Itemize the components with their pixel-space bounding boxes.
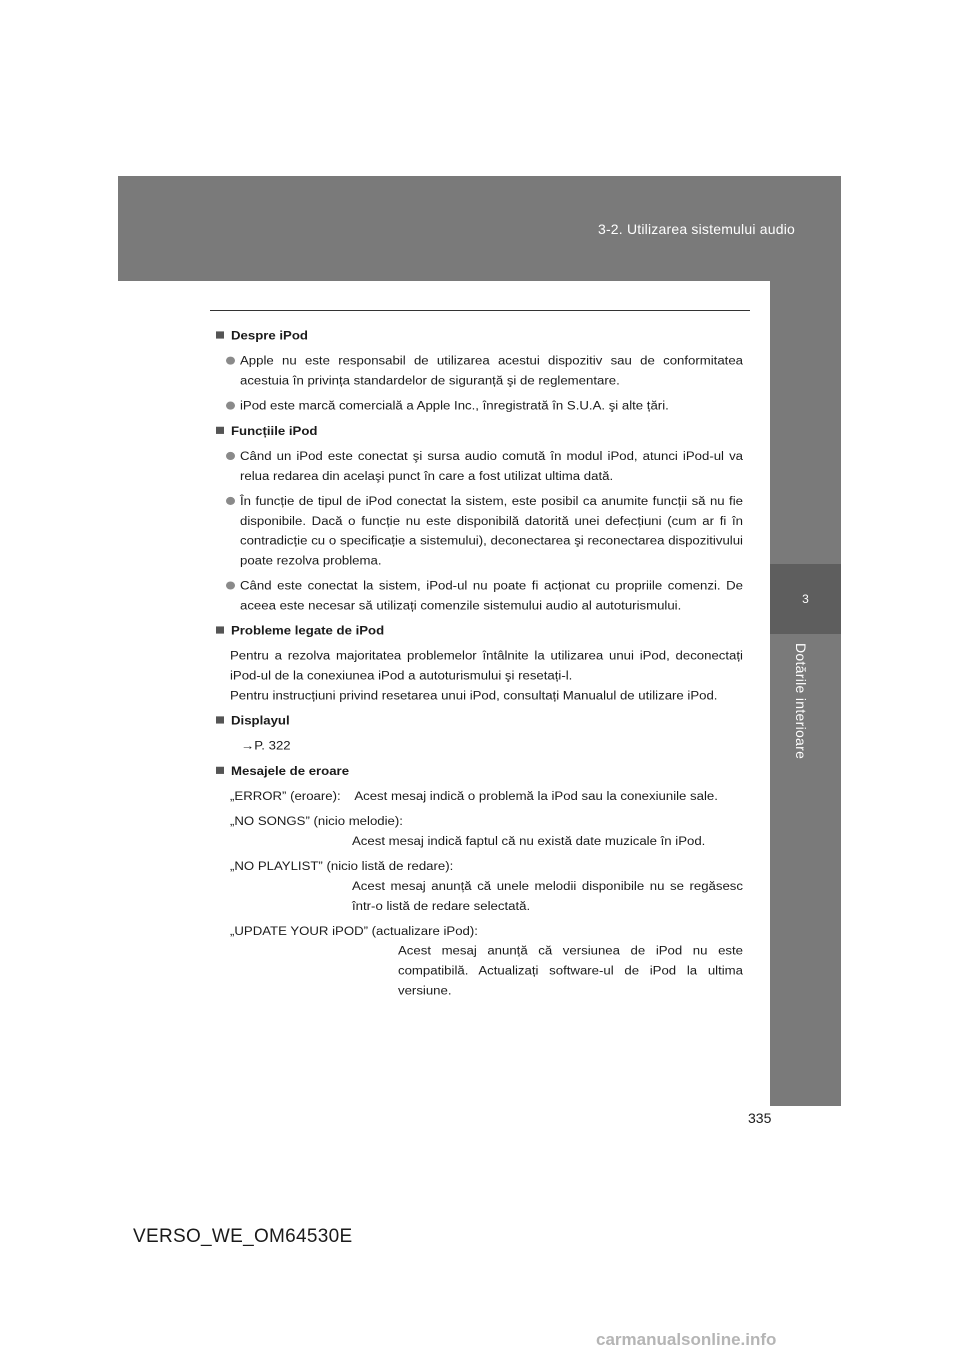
message-label: „NO SONGS” (nicio melodie): [230, 814, 403, 828]
section-ipod-problems [216, 621, 743, 706]
list-item: Apple nu este responsabil de utilizarea acestui dispozitiv sau de conformitatea acestuia în privința standardelor de siguranță şi de reglementare. [216, 351, 743, 391]
chapter-tab [770, 564, 841, 634]
square-bullet-icon [216, 331, 224, 338]
square-bullet-icon [216, 716, 224, 723]
document-code: VERSO_WE_OM64530E [133, 1226, 353, 1247]
message-text: Acest mesaj indică faptul că nu există date muzicale în iPod. [352, 834, 706, 848]
page-reference: →P. 322 [241, 738, 291, 753]
section-error-messages [216, 761, 743, 1000]
section-heading: Mesajele de eroare [231, 764, 350, 778]
round-bullet-icon [226, 452, 235, 460]
message-text: Acest mesaj indică o problemă la iPod sau la conexiunile sale. [354, 789, 718, 803]
message-label: „UPDATE YOUR iPOD” (actualizare iPod): [230, 924, 478, 938]
square-bullet-icon [216, 427, 224, 434]
error-message-entry [216, 812, 743, 852]
list-item: Când un iPod este conectat şi sursa audio comută în modul iPod, atunci iPod-ul va relua redarea din acelaşi punct în care a fost utilizat ultima dată. [216, 447, 743, 487]
square-bullet-icon [216, 767, 224, 774]
watermark: carmanualsonline.info [596, 1330, 777, 1349]
section-about-ipod [216, 326, 743, 416]
round-bullet-icon [226, 402, 235, 410]
chapter-number: 3 [802, 592, 809, 606]
message-text: Acest mesaj anunță că unele melodii disponibile nu se regăsesc într-o listă de redare selectată. [352, 879, 743, 913]
section-heading: Funcțiile iPod [231, 424, 318, 438]
section-title: 3-2. Utilizarea sistemului audio [597, 221, 795, 237]
side-tab-top [770, 281, 841, 564]
section-display [216, 711, 743, 756]
message-label: „NO PLAYLIST” (nicio listă de redare): [230, 859, 454, 873]
round-bullet-icon [226, 581, 235, 589]
round-bullet-icon [226, 497, 235, 505]
header-band [118, 176, 841, 281]
error-message-entry [216, 921, 743, 1000]
section-heading: Displayul [231, 713, 290, 728]
error-message-entry [216, 787, 743, 807]
page-number: 335 [748, 1110, 772, 1126]
list-item: Când este conectat la sistem, iPod-ul nu poate fi acționat cu propriile comenzi. De aceea este necesar să utilizați comenzile sistemului audio al autoturismului. [216, 576, 743, 616]
section-heading: Probleme legate de iPod [231, 623, 385, 638]
top-rule [210, 310, 750, 311]
message-text: Acest mesaj anunță că versiunea de iPod nu este compatibilă. Actualizați software-ul de iPod la ultima versiune. [398, 943, 743, 998]
square-bullet-icon [216, 626, 224, 633]
message-label: „ERROR” (eroare): [230, 789, 341, 803]
page-content [216, 326, 743, 1006]
list-item: În funcție de tipul de iPod conectat la sistem, este posibil ca anumite funcții să nu fie disponibile. Dacă o funcție nu este disponibilă datorită unei defecțiuni (cum ar fi în contradicție cu o specificație a sistemului), deconectarea şi reconectarea dispozitivului poate rezolva problema. [216, 492, 743, 571]
paragraph: Pentru a rezolva majoritatea problemelor întâlnite la utilizarea unui iPod, deconectați iPod-ul de la conexiunea iPod a autoturismului şi resetați-l. Pentru instrucțiuni privind resetarea unui iPod, consultați Manualul de utilizare iPod. [230, 648, 743, 702]
list-item: iPod este marcă comercială a Apple Inc., înregistrată în S.U.A. şi alte țări. [216, 396, 743, 416]
round-bullet-icon [226, 357, 235, 365]
section-ipod-functions [216, 421, 743, 615]
error-message-entry [216, 857, 743, 916]
chapter-label: Dotările interioare [793, 643, 809, 760]
section-heading: Despre iPod [231, 328, 308, 343]
